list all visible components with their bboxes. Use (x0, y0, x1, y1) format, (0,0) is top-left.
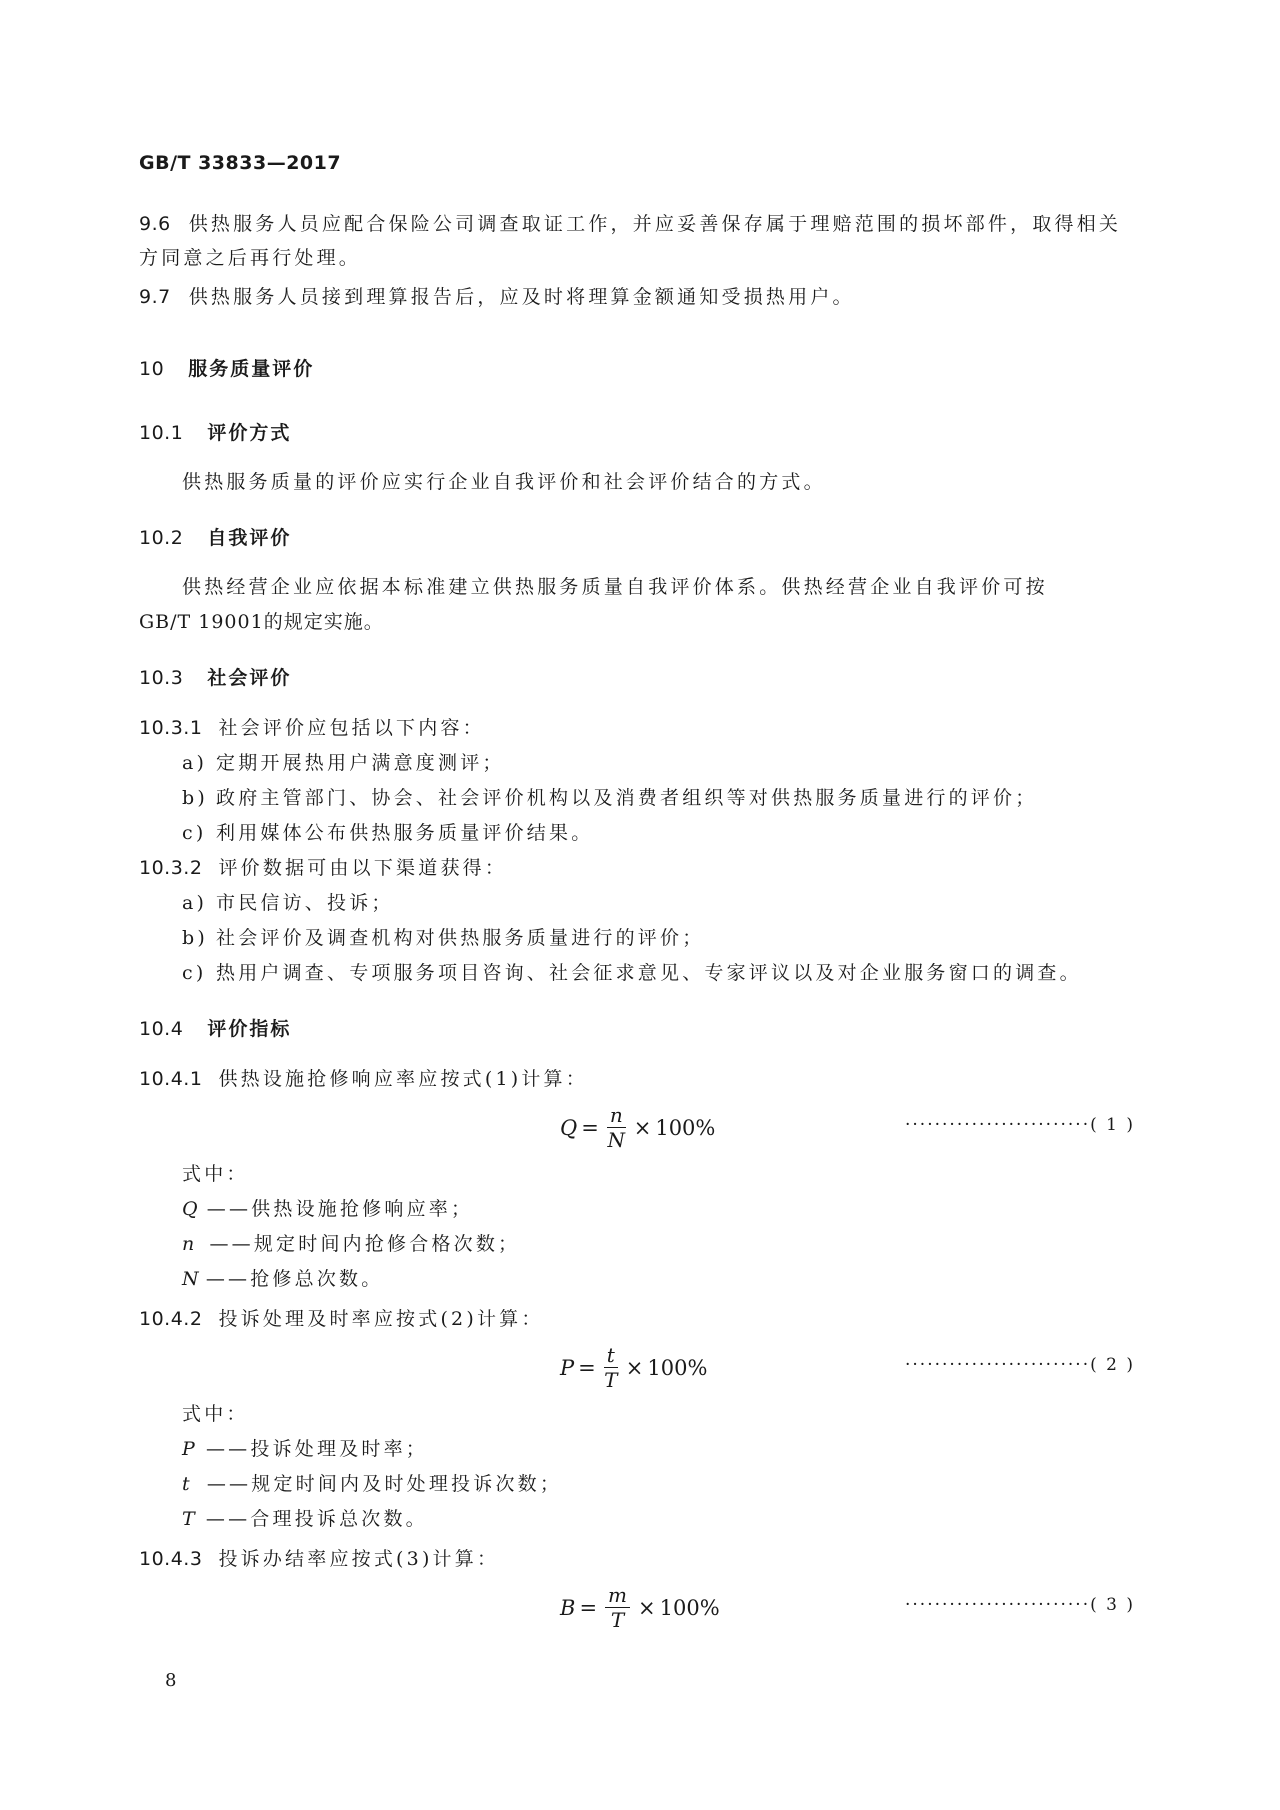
subsection-number: 10.1 (139, 422, 184, 444)
list-item-marker: b) (182, 787, 208, 809)
list-item-marker: c) (182, 822, 207, 844)
paragraph-10-2: 供热经营企业应依据本标准建立供热服务质量自我评价体系。供热经营企业自我评价可按 (182, 576, 1048, 598)
paragraph-10-1: 供热服务质量的评价应实行企业自我评价和社会评价结合的方式。 (182, 471, 826, 493)
leader-dots: ························· (905, 1355, 1091, 1375)
equation-label: ( 1 ) (1090, 1115, 1135, 1135)
paragraph-10-2-continued: GB/T 19001的规定实施。 (139, 611, 384, 633)
variable-symbol: n (182, 1233, 198, 1255)
subsection-title: 评价指标 (207, 1018, 292, 1040)
subsection-title: 自我评价 (207, 527, 292, 549)
formula-fraction (607, 1105, 626, 1150)
clause-9-7 (139, 285, 855, 309)
formula-1 (560, 1105, 715, 1150)
list-item-text: 定期开展热用户满意度测评； (216, 752, 505, 774)
list-item-marker: a) (182, 892, 208, 914)
subsection-heading-10-3 (139, 663, 291, 690)
list-item (182, 961, 1082, 985)
list-item-marker: c) (182, 962, 207, 984)
formula-3 (560, 1585, 720, 1630)
clause-number: 9.7 (139, 286, 171, 308)
formula-percent: 100% (647, 1355, 708, 1380)
variable-description: ——合理投诉总次数。 (205, 1508, 428, 1530)
formula-percent: 100% (659, 1595, 720, 1620)
formula-times: × (638, 1595, 656, 1620)
variable-symbol: t (182, 1473, 193, 1495)
fraction-numerator: t (604, 1345, 618, 1368)
equation-number-1 (905, 1115, 1135, 1135)
list-item-text: 社会评价及调查机构对供热服务质量进行的评价； (216, 927, 705, 949)
list-item (182, 821, 593, 845)
list-item (182, 786, 1037, 810)
clause-text: 供热服务人员接到理算报告后，应及时将理算金额通知受损热用户。 (188, 286, 855, 308)
formula-percent: 100% (655, 1115, 716, 1140)
variable-symbol: N (182, 1268, 202, 1290)
clause-text: 投诉办结率应按式(3)计算： (218, 1548, 500, 1570)
subsection-number: 10.3 (139, 667, 184, 689)
where-label: 式中： (182, 1163, 249, 1185)
clause-text: 供热设施抢修响应率应按式(1)计算： (218, 1068, 588, 1090)
equation-label: ( 2 ) (1090, 1355, 1135, 1375)
list-item (182, 751, 505, 775)
variable-definition (182, 1507, 428, 1531)
section-heading-10 (139, 354, 314, 381)
subsection-number: 10.2 (139, 527, 184, 549)
formula-fraction (605, 1585, 630, 1630)
clause-10-3-2 (139, 856, 507, 880)
section-title: 服务质量评价 (188, 358, 315, 380)
list-item-text: 市民信访、投诉； (216, 892, 394, 914)
list-item-text: 热用户调查、专项服务项目咨询、社会征求意见、专家评议以及对企业服务窗口的调查。 (216, 962, 1082, 984)
formula-lhs: Q (560, 1115, 578, 1140)
variable-symbol: P (182, 1438, 198, 1460)
variable-definition (182, 1197, 473, 1221)
clause-number: 10.4.2 (139, 1308, 203, 1330)
formula-fraction (604, 1345, 618, 1390)
clause-10-4-2 (139, 1307, 544, 1331)
clause-text: 社会评价应包括以下内容： (218, 717, 485, 739)
clause-9-6-continued: 方同意之后再行处理。 (139, 247, 362, 269)
list-item-marker: b) (182, 927, 208, 949)
formula-times: × (625, 1355, 644, 1380)
list-item (182, 926, 704, 950)
clause-10-3-1 (139, 716, 485, 740)
list-item-text: 政府主管部门、协会、社会评价机构以及消费者组织等对供热服务质量进行的评价； (216, 787, 1038, 809)
variable-definition (182, 1232, 520, 1256)
equation-number-2 (905, 1355, 1135, 1375)
leader-dots: ························· (905, 1595, 1091, 1615)
variable-description: ——供热设施抢修响应率； (206, 1198, 474, 1220)
clause-text: 投诉处理及时率应按式(2)计算： (218, 1308, 544, 1330)
clause-number: 9.6 (139, 213, 171, 235)
list-item-text: 利用媒体公布供热服务质量评价结果。 (216, 822, 594, 844)
where-label: 式中： (182, 1403, 249, 1425)
subsection-number: 10.4 (139, 1018, 184, 1040)
clause-text: 评价数据可由以下渠道获得： (218, 857, 508, 879)
fraction-denominator: T (610, 1608, 625, 1632)
clause-number: 10.3.1 (139, 717, 203, 739)
equation-label: ( 3 ) (1090, 1595, 1135, 1615)
formula-2 (560, 1345, 707, 1390)
variable-description: ——投诉处理及时率； (205, 1438, 428, 1460)
clause-number: 10.3.2 (139, 857, 203, 879)
clause-number: 10.4.1 (139, 1068, 203, 1090)
fraction-denominator: N (607, 1128, 626, 1152)
variable-definition (182, 1472, 562, 1496)
formula-lhs: B (560, 1595, 576, 1620)
clause-9-6 (139, 212, 1121, 236)
variable-description: ——抢修总次数。 (205, 1268, 384, 1290)
list-item (182, 891, 394, 915)
subsection-title: 社会评价 (207, 667, 292, 689)
subsection-heading-10-2 (139, 523, 291, 550)
fraction-numerator: m (605, 1585, 630, 1608)
variable-definition (182, 1437, 428, 1461)
subsection-heading-10-4 (139, 1014, 291, 1041)
formula-lhs: P (560, 1355, 575, 1380)
variable-description: ——规定时间内抢修合格次数； (209, 1233, 521, 1255)
fraction-denominator: T (604, 1368, 618, 1392)
clause-text: 供热服务人员应配合保险公司调查取证工作，并应妥善保存属于理赔范围的损坏部件，取得相关 (188, 213, 1122, 235)
formula-equals: = (579, 1595, 598, 1620)
page-number: 8 (165, 1670, 177, 1691)
formula-equals: = (578, 1355, 596, 1380)
formula-times: × (633, 1115, 652, 1140)
variable-definition (182, 1267, 383, 1291)
equation-number-3 (905, 1595, 1135, 1615)
section-number: 10 (139, 358, 165, 380)
formula-equals: = (581, 1115, 599, 1140)
variable-symbol: Q (182, 1198, 201, 1220)
standard-code: GB/T 33833—2017 (139, 152, 342, 174)
fraction-numerator: n (607, 1105, 626, 1128)
clause-10-4-1 (139, 1067, 588, 1091)
list-item-marker: a) (182, 752, 208, 774)
leader-dots: ························· (905, 1115, 1091, 1135)
subsection-heading-10-1 (139, 418, 291, 445)
subsection-title: 评价方式 (207, 422, 292, 444)
variable-description: ——规定时间内及时处理投诉次数； (206, 1473, 563, 1495)
clause-10-4-3 (139, 1547, 499, 1571)
variable-symbol: T (182, 1508, 198, 1530)
clause-number: 10.4.3 (139, 1548, 203, 1570)
